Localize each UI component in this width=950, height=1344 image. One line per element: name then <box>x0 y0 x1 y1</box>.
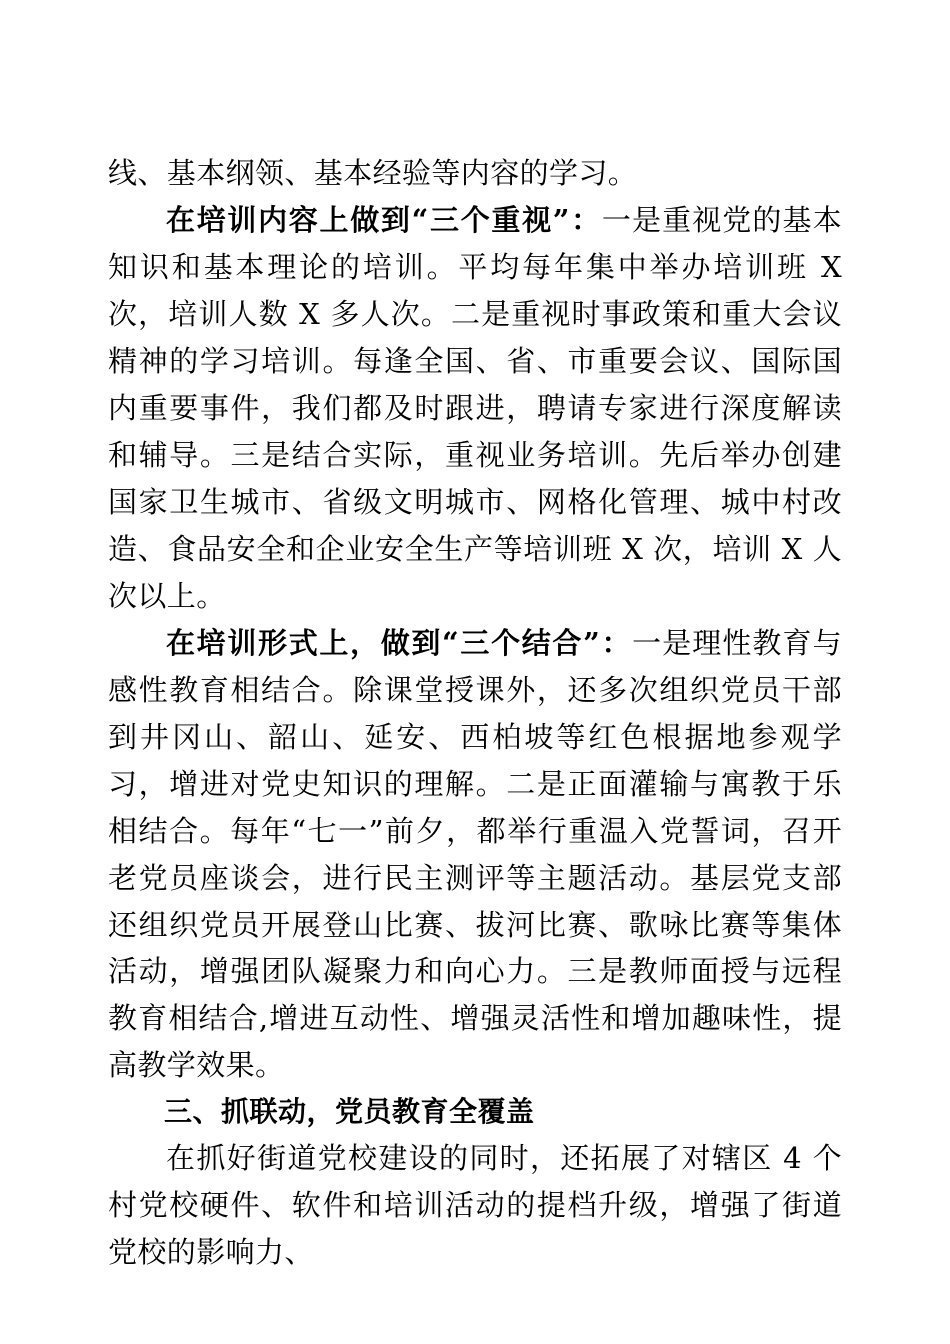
paragraph-text-training-content: 一是重视党的基本知识和基本理论的培训。平均每年集中举办培训班 X 次，培训人数 X 多人次。二是重视时事政策和重大会议精神的学习培训。每逢全国、省、市重要会议、国际国内重要事件，我们都及时跟进，聘请专家进行深度解读和辅导。三是结合实际，重视业务培训。先后举办创建国家卫生城市、省级文明城市、网格化管理、城中村改造、食品安全和企业安全生产等培训班 X 次，培训 X 人次以上。 <box>108 202 842 613</box>
paragraph-closing: 在抓好街道党校建设的同时，还拓展了对辖区 4 个村党校硬件、软件和培训活动的提档升级，增强了街道党校的影响力、 <box>108 1140 842 1269</box>
document-body <box>108 150 842 1276</box>
paragraph-training-form <box>108 620 842 1090</box>
paragraph-training-content <box>108 197 842 620</box>
paragraph-continuation: 线、基本纲领、基本经验等内容的学习。 <box>108 156 638 190</box>
paragraph-lead-training-form: 在培训形式上，做到“三个结合”： <box>166 625 633 660</box>
paragraph-lead-training-content: 在培训内容上做到“三个重视”： <box>166 202 602 237</box>
paragraph-text-training-form: 一是理性教育与感性教育相结合。除课堂授课外，还多次组织党员干部到井冈山、韶山、延安、西柏坡等红色根据地参观学习，增进对党史知识的理解。二是正面灌输与寓教于乐相结合。每年“七一”前夕，都举行重温入党誓词，召开老党员座谈会，进行民主测评等主题活动。基层党支部还组织党员开展登山比赛、拔河比赛、歌咏比赛等集体活动，增强团队凝聚力和向心力。三是教师面授与远程教育相结合,增进互动性、增强灵活性和增加趣味性，提高教学效果。 <box>108 625 842 1083</box>
section-heading-three: 三、抓联动，党员教育全覆盖 <box>164 1095 535 1129</box>
